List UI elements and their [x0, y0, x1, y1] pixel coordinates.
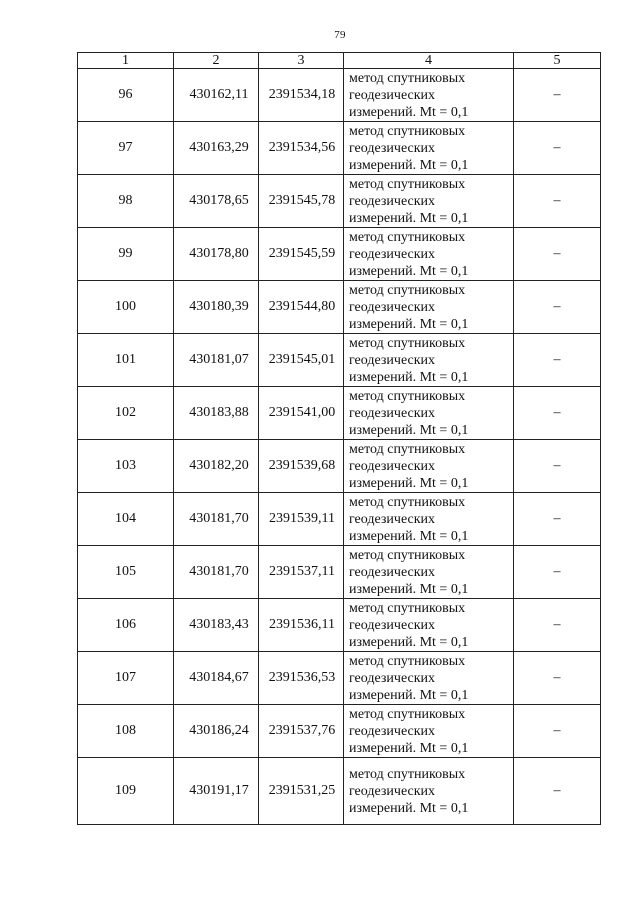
x-coordinate-cell: 430186,24 [174, 705, 259, 758]
y-coordinate-cell: 2391545,01 [259, 334, 344, 387]
x-coordinate-cell: 430181,70 [174, 546, 259, 599]
x-coordinate-cell: 430183,88 [174, 387, 259, 440]
header-cell-3: 3 [259, 53, 344, 69]
dash-cell: – [514, 705, 601, 758]
y-coordinate-cell: 2391545,59 [259, 228, 344, 281]
table-row [78, 493, 601, 546]
method-cell [344, 69, 514, 122]
method-line: геодезических [349, 87, 436, 103]
dash-cell: – [514, 387, 601, 440]
method-line: геодезических [349, 617, 436, 633]
method-line: метод спутниковых [349, 335, 466, 351]
x-coordinate-cell: 430181,07 [174, 334, 259, 387]
method-line: измерений. Mt = 0,1 [349, 422, 469, 438]
method-line: измерений. Mt = 0,1 [349, 263, 469, 279]
dash-cell: – [514, 69, 601, 122]
table-row [78, 122, 601, 175]
page-number: 79 [334, 29, 346, 41]
method-line: измерений. Mt = 0,1 [349, 475, 469, 491]
method-line: геодезических [349, 670, 436, 686]
method-line: метод спутниковых [349, 282, 466, 298]
y-coordinate-cell: 2391545,78 [259, 175, 344, 228]
y-coordinate-cell: 2391544,80 [259, 281, 344, 334]
point-number-cell: 105 [78, 546, 174, 599]
method-cell [344, 493, 514, 546]
method-line: метод спутниковых [349, 766, 466, 782]
method-line: метод спутниковых [349, 600, 466, 616]
method-line: метод спутниковых [349, 123, 466, 139]
x-coordinate-cell: 430163,29 [174, 122, 259, 175]
point-number-cell: 99 [78, 228, 174, 281]
table-row [78, 705, 601, 758]
dash-cell: – [514, 122, 601, 175]
dash-cell: – [514, 281, 601, 334]
method-line: геодезических [349, 564, 436, 580]
dash-cell: – [514, 599, 601, 652]
method-line: измерений. Mt = 0,1 [349, 687, 469, 703]
method-cell [344, 758, 514, 825]
method-line: измерений. Mt = 0,1 [349, 210, 469, 226]
dash-cell: – [514, 758, 601, 825]
point-number-cell: 104 [78, 493, 174, 546]
x-coordinate-cell: 430162,11 [174, 69, 259, 122]
table-row [78, 281, 601, 334]
method-cell [344, 281, 514, 334]
method-line: геодезических [349, 193, 436, 209]
method-line: метод спутниковых [349, 494, 466, 510]
table-row [78, 440, 601, 493]
method-line: измерений. Mt = 0,1 [349, 528, 469, 544]
method-cell [344, 334, 514, 387]
y-coordinate-cell: 2391537,11 [259, 546, 344, 599]
point-number-cell: 102 [78, 387, 174, 440]
method-line: геодезических [349, 723, 436, 739]
method-line: измерений. Mt = 0,1 [349, 316, 469, 332]
method-cell [344, 705, 514, 758]
x-coordinate-cell: 430182,20 [174, 440, 259, 493]
point-number-cell: 103 [78, 440, 174, 493]
point-number-cell: 98 [78, 175, 174, 228]
table-row [78, 599, 601, 652]
method-cell [344, 228, 514, 281]
method-cell [344, 546, 514, 599]
dash-cell: – [514, 440, 601, 493]
method-line: измерений. Mt = 0,1 [349, 800, 469, 816]
table-row [78, 334, 601, 387]
coordinates-table [77, 52, 601, 825]
x-coordinate-cell: 430181,70 [174, 493, 259, 546]
dash-cell: – [514, 652, 601, 705]
method-line: измерений. Mt = 0,1 [349, 581, 469, 597]
method-line: геодезических [349, 511, 436, 527]
method-line: измерений. Mt = 0,1 [349, 157, 469, 173]
method-line: метод спутниковых [349, 547, 466, 563]
method-line: метод спутниковых [349, 176, 466, 192]
method-cell [344, 652, 514, 705]
dash-cell: – [514, 334, 601, 387]
x-coordinate-cell: 430191,17 [174, 758, 259, 825]
table-row [78, 69, 601, 122]
y-coordinate-cell: 2391534,18 [259, 69, 344, 122]
method-cell [344, 387, 514, 440]
point-number-cell: 96 [78, 69, 174, 122]
point-number-cell: 101 [78, 334, 174, 387]
dash-cell: – [514, 228, 601, 281]
y-coordinate-cell: 2391539,68 [259, 440, 344, 493]
method-line: измерений. Mt = 0,1 [349, 634, 469, 650]
method-cell [344, 175, 514, 228]
header-cell-4: 4 [344, 53, 514, 69]
table-row [78, 652, 601, 705]
header-cell-2: 2 [174, 53, 259, 69]
x-coordinate-cell: 430178,65 [174, 175, 259, 228]
point-number-cell: 108 [78, 705, 174, 758]
method-line: измерений. Mt = 0,1 [349, 104, 469, 120]
table-body [78, 69, 601, 825]
table-row [78, 758, 601, 825]
point-number-cell: 100 [78, 281, 174, 334]
dash-cell: – [514, 493, 601, 546]
method-line: измерений. Mt = 0,1 [349, 369, 469, 385]
method-line: геодезических [349, 783, 436, 799]
method-cell [344, 122, 514, 175]
y-coordinate-cell: 2391534,56 [259, 122, 344, 175]
y-coordinate-cell: 2391531,25 [259, 758, 344, 825]
method-line: метод спутниковых [349, 388, 466, 404]
method-cell [344, 440, 514, 493]
method-cell [344, 599, 514, 652]
table-row [78, 387, 601, 440]
dash-cell: – [514, 175, 601, 228]
y-coordinate-cell: 2391537,76 [259, 705, 344, 758]
point-number-cell: 109 [78, 758, 174, 825]
y-coordinate-cell: 2391536,11 [259, 599, 344, 652]
table-header-row [78, 53, 601, 69]
y-coordinate-cell: 2391541,00 [259, 387, 344, 440]
method-line: геодезических [349, 140, 436, 156]
method-line: метод спутниковых [349, 441, 466, 457]
method-line: метод спутниковых [349, 229, 466, 245]
method-line: геодезических [349, 352, 436, 368]
method-line: метод спутниковых [349, 653, 466, 669]
method-line: геодезических [349, 458, 436, 474]
point-number-cell: 107 [78, 652, 174, 705]
header-cell-5: 5 [514, 53, 601, 69]
y-coordinate-cell: 2391539,11 [259, 493, 344, 546]
x-coordinate-cell: 430178,80 [174, 228, 259, 281]
method-line: геодезических [349, 299, 436, 315]
x-coordinate-cell: 430180,39 [174, 281, 259, 334]
dash-cell: – [514, 546, 601, 599]
y-coordinate-cell: 2391536,53 [259, 652, 344, 705]
point-number-cell: 97 [78, 122, 174, 175]
method-line: измерений. Mt = 0,1 [349, 740, 469, 756]
method-line: геодезических [349, 405, 436, 421]
x-coordinate-cell: 430183,43 [174, 599, 259, 652]
table-row [78, 175, 601, 228]
method-line: метод спутниковых [349, 70, 466, 86]
table-row [78, 546, 601, 599]
table-row [78, 228, 601, 281]
x-coordinate-cell: 430184,67 [174, 652, 259, 705]
method-line: метод спутниковых [349, 706, 466, 722]
point-number-cell: 106 [78, 599, 174, 652]
method-line: геодезических [349, 246, 436, 262]
header-cell-1: 1 [78, 53, 174, 69]
